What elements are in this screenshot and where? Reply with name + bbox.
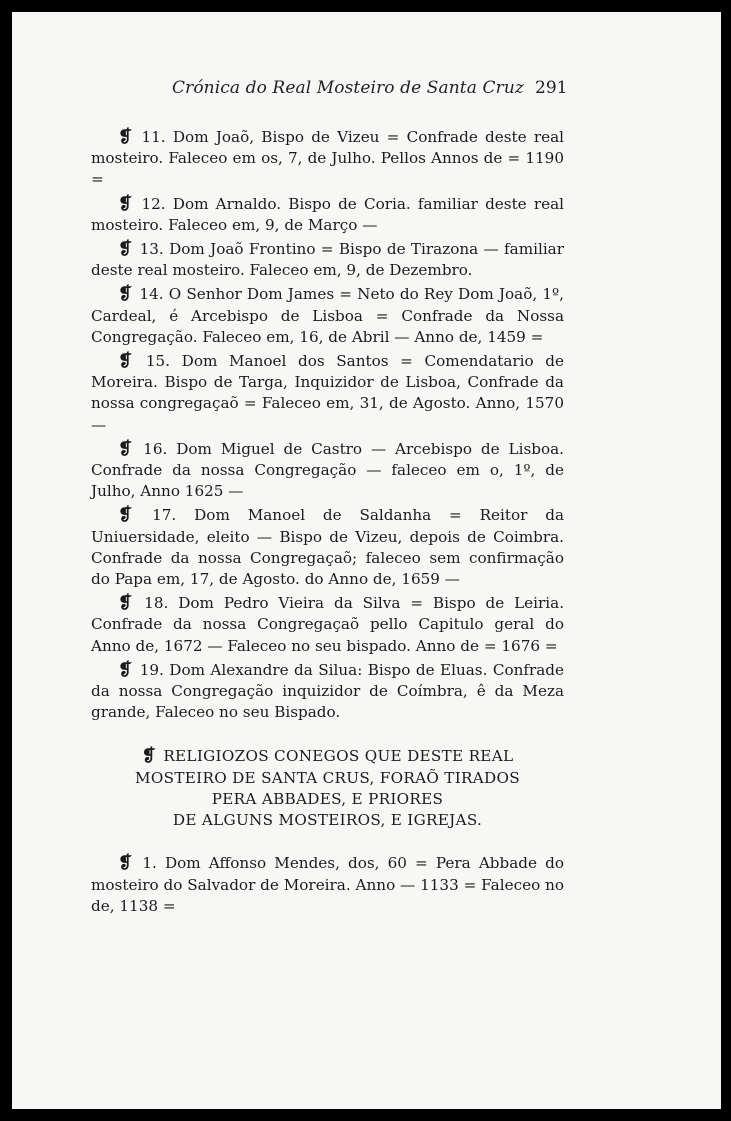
entry-17 — [91, 505, 564, 590]
entry-number: 12. — [141, 194, 166, 213]
entry-18 — [91, 593, 564, 657]
pilcrow-icon: ❡ — [118, 127, 133, 147]
entry-number: 14. — [139, 285, 164, 304]
section-heading-line-4: DE ALGUNS MOSTEIROS, E IGREJAS. — [172, 811, 483, 830]
pilcrow-icon: ❡ — [118, 853, 133, 874]
heading-text: RELIGIOZOS CONEGOS QUE DESTE REAL — [163, 747, 514, 766]
pilcrow-icon: ❡ — [118, 351, 133, 372]
pilcrow-icon: ❡ — [118, 505, 133, 526]
entry-number: 19. — [139, 660, 164, 679]
running-title: Crónica do Real Mosteiro de Santa Cruz — [172, 78, 524, 98]
entry-text: Dom Joaõ, Bispo de Vizeu = Confrade deste real mosteiro. Faleceo em os, 7, de Julho. Pellos Annos de = 1190 = — [91, 128, 565, 189]
entry-number: 13. — [139, 240, 164, 259]
pilcrow-icon: ❡ — [118, 193, 133, 214]
entry-text: Dom Joaõ Frontino = Bispo de Tirazona — familiar deste real mosteiro. Faleceo em, 9, de Dezembro. — [91, 240, 564, 280]
entry-16 — [91, 439, 564, 503]
pilcrow-icon: ❡ — [141, 746, 157, 767]
pilcrow-icon: ❡ — [118, 659, 133, 680]
entry-number: 18. — [144, 594, 169, 613]
entry-11 — [91, 127, 564, 191]
section-heading-line-3: PERA ABBADES, E PRIORES — [211, 789, 444, 808]
entry-text: Dom Arnaldo. Bispo de Coria. familiar deste real mosteiro. Faleceo em, 9, de Março — — [91, 194, 565, 234]
entry-12 — [91, 194, 564, 236]
entry-text: Dom Manoel dos Santos = Comendatario de Moreira. Bispo de Targa, Inquizidor de Lisboa, Confrade da nossa congregaçaõ = Faleceo em, 31, de Agosto. Anno, 1570 — — [91, 352, 564, 434]
entry-number: 11. — [141, 128, 166, 146]
entry-number: 15. — [145, 352, 171, 371]
entry-text: Dom Affonso Mendes, dos, 60 = Pera Abbade do mosteiro do Salvador de Moreira. Anno — 1133 = Faleceo no de, 1138 = — [91, 854, 564, 915]
entry-14 — [91, 284, 564, 348]
entry-number: 16. — [143, 439, 168, 458]
entry-number: 1. — [142, 854, 157, 873]
section-entry-1 — [91, 853, 564, 917]
entry-text: Dom Alexandre da Silua: Bispo de Eluas. Confrade da nossa Congregação inquizidor de Coímbra, ê da Meza grande, Faleceo no seu Bispado. — [91, 660, 565, 722]
entry-text: Dom Miguel de Castro — Arcebispo de Lisboa. Confrade da nossa Congregação — faleceo em o, 1º, de Julho, Anno 1625 — — [91, 439, 565, 501]
pilcrow-icon: ❡ — [118, 284, 133, 305]
section-heading-line-1 — [91, 746, 564, 767]
entry-number: 17. — [152, 506, 177, 525]
page-body — [91, 127, 564, 920]
section-heading — [91, 746, 564, 831]
entry-text: O Senhor Dom James = Neto do Rey Dom Joaõ, 1º, Cardeal, é Arcebispo de Lisboa = Confrade da Nossa Congregação. Faleceo em, 16, de Abril — Anno de, 1459 = — [91, 285, 564, 346]
section-heading-line-2: MOSTEIRO DE SANTA CRUS, FORAÕ TIRADOS — [135, 768, 520, 787]
pilcrow-icon: ❡ — [118, 239, 133, 260]
book-page — [12, 12, 721, 1109]
pilcrow-icon: ❡ — [118, 593, 133, 614]
page-header — [12, 78, 721, 108]
pilcrow-icon: ❡ — [118, 438, 133, 459]
entry-13 — [91, 239, 564, 281]
entry-text: Dom Pedro Vieira da Silva = Bispo de Leiria. Confrade da nossa Congregaçaõ pello Capitulo geral do Anno de, 1672 — Faleceo no seu bispado. Anno de = 1676 = — [91, 594, 565, 655]
entry-text: Dom Manoel de Saldanha = Reitor da Uniuersidade, eleito — Bispo de Vizeu, depois de Coimbra. Confrade da nossa Congregaçaõ; faleceo sem confirmação do Papa em, 17, de Agosto. do Anno de, 1659 — — [91, 506, 565, 589]
entry-15 — [91, 351, 564, 436]
entry-19 — [91, 660, 564, 724]
page-number: 291 — [535, 78, 568, 98]
